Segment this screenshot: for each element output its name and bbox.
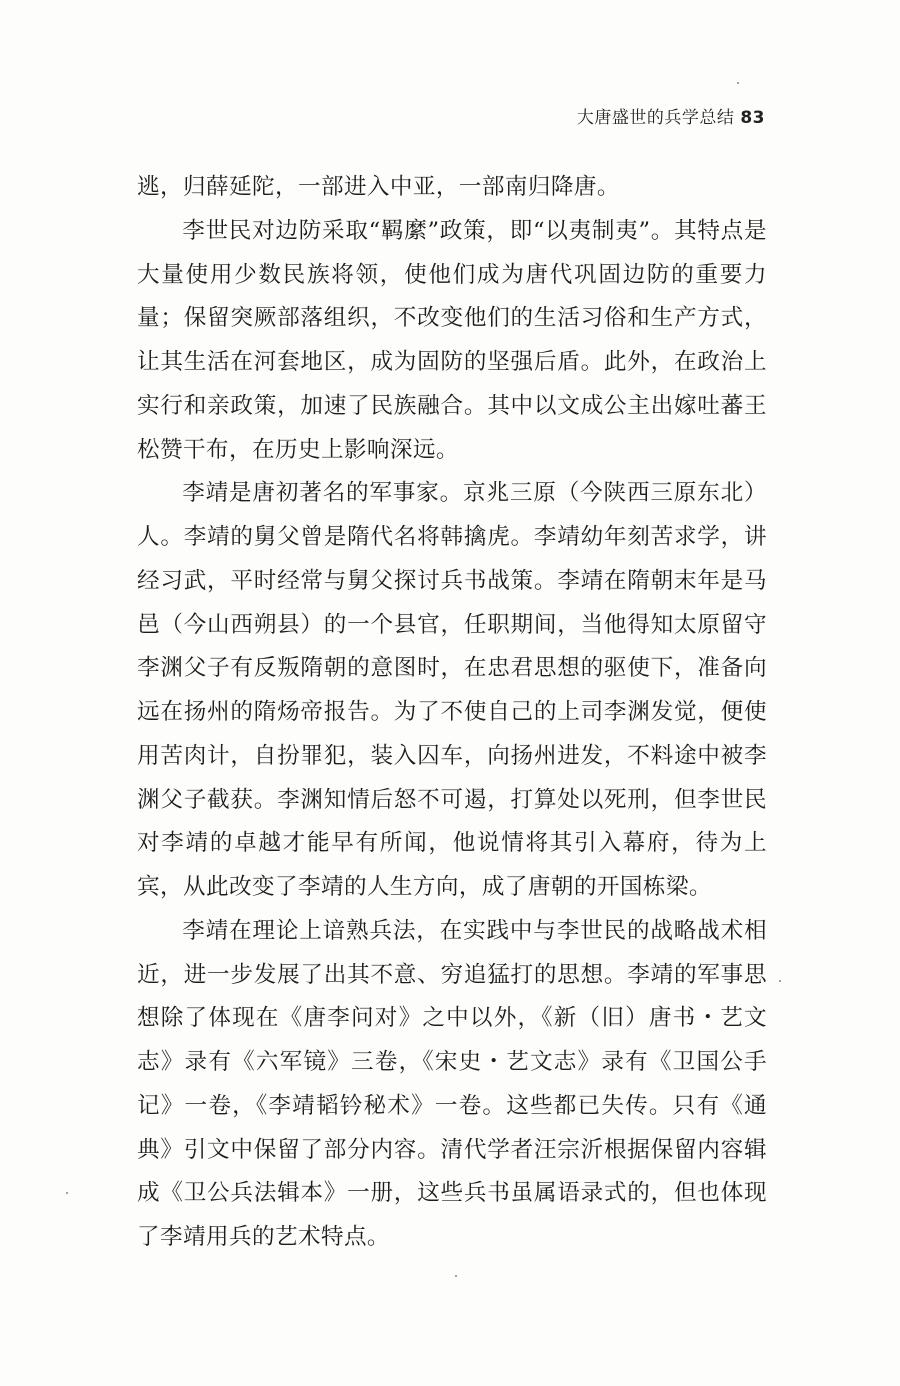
scan-speck xyxy=(737,82,739,84)
chapter-title: 大唐盛世的兵学总结 xyxy=(576,108,735,128)
paragraph-li-jing-military-thought: 李靖在理论上谙熟兵法，在实践中与李世民的战略战术相近，进一步发展了出其不意、穷追猛打的思想。李靖的军事思想除了体现在《唐李问对》之中以外，《新（旧）唐书・艺文志》录有《六军镜》三卷，《宋史・艺文志》录有《卫国公手记》一卷，《李靖韬钤秘术》一卷。这些都已失传。只有《通典》引文中保留了部分内容。清代学者汪宗沂根据保留内容辑成《卫公兵法辑本》一册，这些兵书虽属语录式的，但也体现了李靖用兵的艺术特点。 xyxy=(137,917,767,1250)
body-text xyxy=(137,166,767,1260)
paragraph-border-policy: 李世民对边防采取“羁縻”政策，即“以夷制夷”。其特点是大量使用少数民族将领，使他们成为唐代巩固边防的重要力量；保留突厥部落组织，不改变他们的生活习俗和生产方式，让其生活在河套地区，成为固防的坚强后盾。此外，在政治上实行和亲政策，加速了民族融合。其中以文成公主出嫁吐蕃王松赞干布，在历史上影响深远。 xyxy=(137,217,767,463)
paragraph-li-jing-biography: 李靖是唐初著名的军事家。京兆三原（今陕西三原东北）人。李靖的舅父曾是隋代名将韩擒虎。李靖幼年刻苦求学，讲经习武，平时经常与舅父探讨兵书战策。李靖在隋朝末年是马邑（今山西朔县）的一个县官，任职期间，当他得知太原留守李渊父子有反叛隋朝的意图时，在忠君思想的驱使下，准备向远在扬州的隋炀帝报告。为了不使自己的上司李渊发觉，便使用苦肉计，自扮罪犯，装入囚车，向扬州进发，不料途中被李渊父子截获。李渊知情后怒不可遏，打算处以死刑，但李世民对李靖的卓越才能早有所闻，他说情将其引入幕府，待为上宾，从此改变了李靖的人生方向，成了唐朝的开国栋梁。 xyxy=(137,480,767,900)
paragraph-continuation: 逃，归薛延陀，一部进入中亚，一部南归降唐。 xyxy=(137,174,620,200)
scan-speck xyxy=(66,1192,68,1194)
scan-speck xyxy=(779,980,781,982)
page-number: 83 xyxy=(740,108,765,128)
running-header xyxy=(577,103,765,128)
scan-speck xyxy=(455,1275,457,1277)
